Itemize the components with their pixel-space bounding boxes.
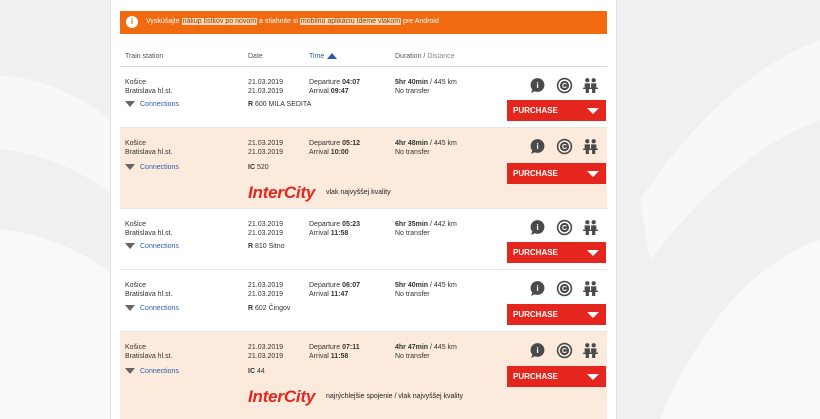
train-description: vlak najvyššej kvality	[326, 189, 391, 196]
svg-text:C: C	[562, 83, 567, 91]
passengers-icon[interactable]	[582, 280, 599, 297]
info-speech-icon[interactable]	[529, 77, 546, 94]
duration-distance: 4hr 48min / 445 km	[395, 140, 457, 147]
connections-toggle[interactable]: Connections	[125, 305, 179, 312]
header-duration-distance[interactable]: Duration / Distance	[395, 53, 455, 60]
chevron-down-icon	[125, 101, 135, 107]
chevron-down-icon	[587, 171, 599, 177]
passengers-icon[interactable]	[582, 342, 599, 359]
purchase-button[interactable]: PURCHASE	[507, 242, 606, 263]
copyright-icon[interactable]	[556, 77, 573, 94]
arrival-date: 21.03.2019	[248, 230, 284, 237]
to-station: Bratislava hl.st.	[125, 230, 173, 237]
chevron-down-icon	[125, 243, 135, 249]
transfer-info: No transfer	[395, 353, 430, 360]
departure-time: Departure 07:11	[309, 344, 360, 351]
departure-time: Departure 06:07	[309, 282, 360, 289]
connections-toggle[interactable]: Connections	[125, 243, 179, 250]
connections-toggle[interactable]: Connections	[125, 368, 179, 375]
copyright-icon[interactable]	[556, 280, 573, 297]
connection-row	[120, 270, 607, 332]
info-speech-icon[interactable]	[529, 342, 546, 359]
chevron-down-icon	[125, 164, 135, 170]
to-station: Bratislava hl.st.	[125, 149, 173, 156]
departure-time: Departure 04:07	[309, 79, 360, 86]
departure-time: Departure 05:23	[309, 221, 360, 228]
svg-text:C: C	[562, 286, 567, 294]
duration-distance: 4hr 47min / 445 km	[395, 344, 457, 351]
svg-text:C: C	[562, 144, 567, 152]
connection-row	[120, 67, 607, 128]
arrival-date: 21.03.2019	[248, 88, 284, 95]
purchase-button[interactable]: PURCHASE	[507, 100, 606, 121]
train-label: IC 520	[248, 164, 269, 171]
arrival-time: Arrival 09:47	[309, 88, 349, 95]
from-station: Košice	[125, 344, 147, 351]
svg-text:i: i	[536, 80, 539, 91]
arrival-time: Arrival 11:58	[309, 353, 349, 360]
intercity-logo: InterCity	[248, 387, 316, 406]
chevron-down-icon	[587, 374, 599, 380]
transfer-info: No transfer	[395, 230, 430, 237]
svg-text:i: i	[536, 345, 539, 356]
to-station: Bratislava hl.st.	[125, 88, 173, 95]
train-description: najrýchlejšie spojenie / vlak najvyššej kvality	[326, 393, 463, 400]
info-speech-icon[interactable]	[529, 219, 546, 236]
notice-link-mobile-app[interactable]: mobilnú aplikáciu Ideme vlakom	[300, 18, 401, 25]
info-speech-icon[interactable]	[529, 280, 546, 297]
from-station: Košice	[125, 140, 147, 147]
sort-ascending-icon	[327, 53, 337, 59]
arrival-time: Arrival 10:00	[309, 149, 349, 156]
transfer-info: No transfer	[395, 291, 430, 298]
results-panel	[110, 0, 617, 419]
train-label: R 600 MILA SEDITA	[248, 101, 312, 108]
svg-text:i: i	[536, 141, 539, 152]
chevron-down-icon	[587, 312, 599, 318]
departure-time: Departure 05:12	[309, 140, 360, 147]
departure-date: 21.03.2019	[248, 221, 284, 228]
notice-message: Vyskúšajte nákup lístkov po novom a stiahnite si mobilnú aplikáciu Ideme vlakom pre Android	[146, 18, 439, 25]
duration-distance: 6hr 35min / 442 km	[395, 221, 457, 228]
arrival-date: 21.03.2019	[248, 291, 284, 298]
copyright-icon[interactable]	[556, 138, 573, 155]
copyright-icon[interactable]	[556, 219, 573, 236]
from-station: Košice	[125, 221, 147, 228]
results-header	[120, 46, 607, 67]
to-station: Bratislava hl.st.	[125, 291, 173, 298]
train-label: IC 44	[248, 368, 265, 375]
train-label: R 810 Sitno	[248, 243, 285, 250]
chevron-down-icon	[587, 108, 599, 114]
connections-toggle[interactable]: Connections	[125, 101, 179, 108]
connections-toggle[interactable]: Connections	[125, 164, 179, 171]
train-label: R 602 Čingov	[248, 305, 291, 312]
intercity-logo: InterCity	[248, 183, 316, 202]
passengers-icon[interactable]	[582, 219, 599, 236]
purchase-button[interactable]: PURCHASE	[507, 304, 606, 325]
from-station: Košice	[125, 282, 147, 289]
header-date[interactable]: Date	[248, 53, 263, 60]
arrival-time: Arrival 11:47	[309, 291, 349, 298]
transfer-info: No transfer	[395, 149, 430, 156]
chevron-down-icon	[587, 250, 599, 256]
arrival-date: 21.03.2019	[248, 149, 284, 156]
notice-link-new-purchase[interactable]: nákup lístkov po novom	[182, 18, 257, 25]
info-icon: i	[126, 16, 138, 28]
departure-date: 21.03.2019	[248, 140, 284, 147]
svg-text:C: C	[562, 225, 567, 233]
chevron-down-icon	[125, 305, 135, 311]
arrival-date: 21.03.2019	[248, 353, 284, 360]
passengers-icon[interactable]	[582, 77, 599, 94]
svg-text:i: i	[536, 283, 539, 294]
header-time[interactable]: Time	[309, 53, 337, 60]
svg-text:C: C	[562, 348, 567, 356]
arrival-time: Arrival 11:58	[309, 230, 349, 237]
copyright-icon[interactable]	[556, 342, 573, 359]
duration-distance: 5hr 40min / 445 km	[395, 79, 457, 86]
connection-row	[120, 332, 607, 419]
purchase-button[interactable]: PURCHASE	[507, 163, 606, 184]
svg-text:i: i	[536, 222, 539, 233]
info-speech-icon[interactable]	[529, 138, 546, 155]
passengers-icon[interactable]	[582, 138, 599, 155]
purchase-button[interactable]: PURCHASE	[507, 366, 606, 387]
departure-date: 21.03.2019	[248, 79, 284, 86]
departure-date: 21.03.2019	[248, 344, 284, 351]
to-station: Bratislava hl.st.	[125, 353, 173, 360]
duration-distance: 5hr 40min / 445 km	[395, 282, 457, 289]
transfer-info: No transfer	[395, 88, 430, 95]
chevron-down-icon	[125, 368, 135, 374]
from-station: Košice	[125, 79, 147, 86]
header-train-station[interactable]: Train station	[125, 53, 164, 60]
connection-row	[120, 128, 607, 209]
departure-date: 21.03.2019	[248, 282, 284, 289]
connection-row	[120, 209, 607, 270]
notice-banner	[120, 11, 607, 34]
